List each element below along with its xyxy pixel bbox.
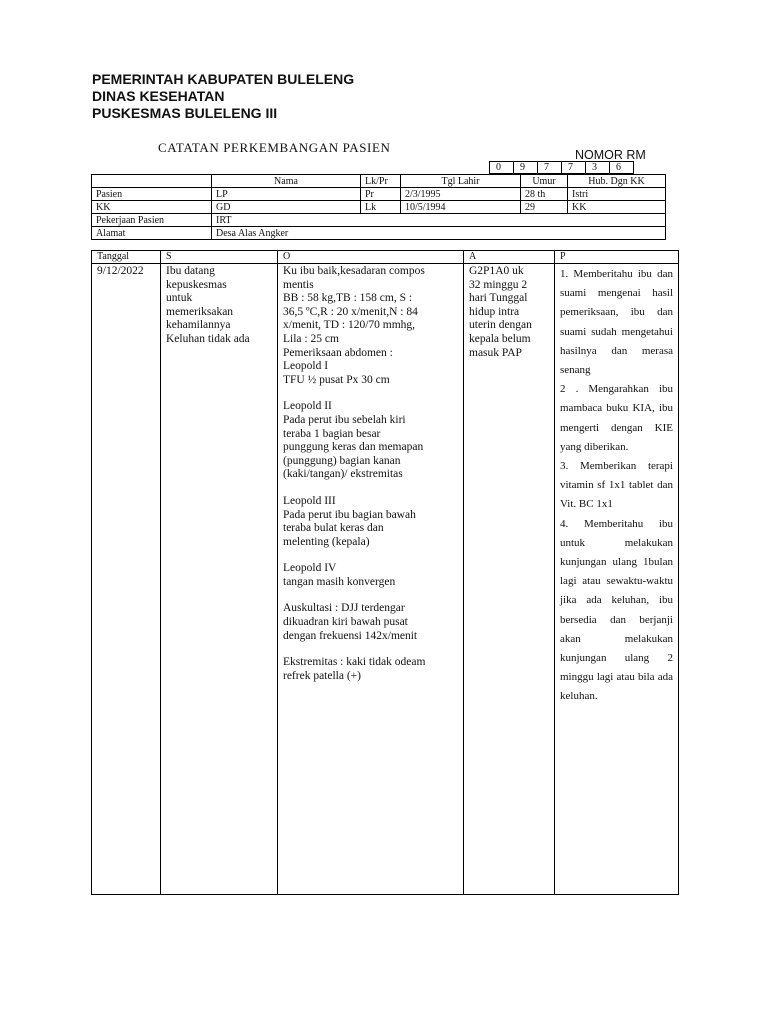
a-line: 32 minggu 2 — [469, 278, 528, 291]
table-cell: KK — [568, 201, 666, 214]
patient-table-header — [92, 175, 666, 188]
plan-item: 2 . Mengarahkan ibu mambaca buku KIA, ibu mengerti dengan KIE yang diberikan. — [560, 383, 673, 453]
o-line: Leopold III — [283, 494, 336, 507]
tanggal-cell: 9/12/2022 — [92, 264, 161, 895]
o-line: Leopold II — [283, 400, 332, 413]
plan-item: 3. Memberikan terapi vitamin sf 1x1 tablet dan Vit. BC 1x1 — [560, 460, 673, 511]
patient-identity-table — [91, 174, 666, 240]
o-line: dikuadran kiri bawah pusat — [283, 616, 408, 629]
o-line: Pada perut ibu bagian bawah — [283, 508, 416, 521]
table-cell: 10/5/1994 — [401, 201, 521, 214]
o-line: Ekstremitas : kaki tidak odeam — [283, 656, 426, 669]
pekerjaan-value: IRT — [212, 214, 666, 227]
o-line: Ku ibu baik,kesadaran compos — [283, 265, 425, 277]
rm-digit: 6 — [610, 162, 634, 174]
soap-table — [91, 250, 679, 895]
table-cell: LP — [212, 188, 361, 201]
header-cell — [92, 175, 212, 188]
header-o: O — [278, 251, 464, 264]
o-line: Auskultasi : DJJ terdengar — [283, 602, 405, 615]
rm-digit: 7 — [562, 162, 586, 174]
o-line: teraba bulat keras dan — [283, 522, 384, 535]
o-line: Pemeriksaan abdomen : — [283, 346, 393, 359]
a-line: masuk PAP — [469, 346, 522, 359]
table-cell: 29 — [521, 201, 568, 214]
rm-digit: 7 — [538, 162, 562, 174]
table-cell: KK — [92, 201, 212, 214]
table-cell: 28 th — [521, 188, 568, 201]
nomor-rm-label: NOMOR RM — [575, 148, 646, 162]
header-cell: Umur — [521, 175, 568, 188]
o-line: Pada perut ibu sebelah kiri — [283, 413, 406, 426]
plan-item: 1. Memberitahu ibu dan suami mengenai hasil pemeriksaan, ibu dan suami sudah mengetahui hasilnya dan merasa senang — [560, 268, 673, 377]
o-line: punggung keras dan memapan — [283, 441, 424, 454]
header-tanggal: Tanggal — [92, 251, 161, 264]
o-line: TFU ½ pusat Px 30 cm — [283, 373, 390, 386]
o-line: melenting (kepala) — [283, 535, 370, 548]
alamat-value: Desa Alas Angker — [212, 227, 666, 240]
table-row — [92, 188, 666, 201]
header-a: A — [464, 251, 555, 264]
s-line: Keluhan tidak ada — [166, 332, 250, 345]
header-cell: Lk/Pr — [361, 175, 401, 188]
s-line: kepuskesmas — [166, 278, 227, 291]
letterhead-line-3: PUSKESMAS BULELENG III — [92, 105, 278, 121]
table-cell: Pr — [361, 188, 401, 201]
table-cell: 2/3/1995 — [401, 188, 521, 201]
rm-digit: 3 — [586, 162, 610, 174]
a-line: uterin dengan — [469, 319, 532, 332]
header-s: S — [161, 251, 278, 264]
s-line: kehamilannya — [166, 319, 231, 332]
table-row — [92, 214, 666, 227]
assessment-cell — [464, 264, 555, 895]
nomor-rm-boxes — [489, 161, 634, 174]
o-line: teraba 1 bagian besar — [283, 427, 381, 440]
table-cell: Lk — [361, 201, 401, 214]
o-line: Leopold IV — [283, 562, 337, 575]
letterhead-line-1: PEMERINTAH KABUPATEN BULELENG — [92, 71, 355, 87]
o-line: Leopold I — [283, 360, 329, 373]
table-cell: Pasien — [92, 188, 212, 201]
document-title: CATATAN PERKEMBANGAN PASIEN — [158, 140, 391, 155]
o-line: tangan masih konvergen — [283, 575, 396, 588]
o-line: dengan frekuensi 142x/menit — [283, 629, 418, 642]
a-line: hidup intra — [469, 305, 520, 318]
a-line: kepala belum — [469, 332, 531, 345]
o-line: 36,5 ºC,R : 20 x/menit,N : 84 — [283, 305, 418, 318]
header-p: P — [555, 251, 679, 264]
table-cell: GD — [212, 201, 361, 214]
o-line: BB : 58 kg,TB : 158 cm, S : — [283, 292, 413, 305]
o-line: (punggung) bagian kanan — [283, 454, 401, 467]
o-line: mentis — [283, 278, 314, 291]
plan-cell — [555, 264, 679, 895]
header-cell: Tgl Lahir — [401, 175, 521, 188]
soap-entry-row — [92, 264, 679, 895]
table-row — [92, 201, 666, 214]
rm-digit: 0 — [490, 162, 514, 174]
letterhead-line-2: DINAS KESEHATAN — [92, 88, 225, 104]
o-line: (kaki/tangan)/ ekstremitas — [283, 468, 403, 481]
letterhead — [92, 71, 354, 122]
a-line: G2P1A0 uk — [469, 265, 524, 277]
s-line: memeriksakan — [166, 305, 234, 318]
soap-header-row — [92, 251, 679, 264]
rm-digit: 9 — [514, 162, 538, 174]
table-row — [92, 227, 666, 240]
pekerjaan-label: Pekerjaan Pasien — [92, 214, 212, 227]
s-line: Ibu datang — [166, 265, 215, 277]
o-line: refrek patella (+) — [283, 669, 361, 682]
a-line: hari Tunggal — [469, 292, 528, 305]
o-line: x/menit, TD : 120/70 mmhg, — [283, 319, 416, 332]
s-line: untuk — [166, 292, 193, 305]
objective-cell — [278, 264, 464, 895]
o-line: Lila : 25 cm — [283, 332, 339, 345]
header-cell: Nama — [212, 175, 361, 188]
plan-item: 4. Memberitahu ibu untuk melakukan kunjungan ulang 1bulan lagi atau sewaktu-waktu jika ada keluhan, ibu bersedia dan berjanji akan melakukan kunjungan ulang 2 minggu lagi atau bila ada keluhan. — [560, 517, 673, 703]
subjective-cell — [161, 264, 278, 895]
table-cell: Istri — [568, 188, 666, 201]
alamat-label: Alamat — [92, 227, 212, 240]
header-cell: Hub. Dgn KK — [568, 175, 666, 188]
